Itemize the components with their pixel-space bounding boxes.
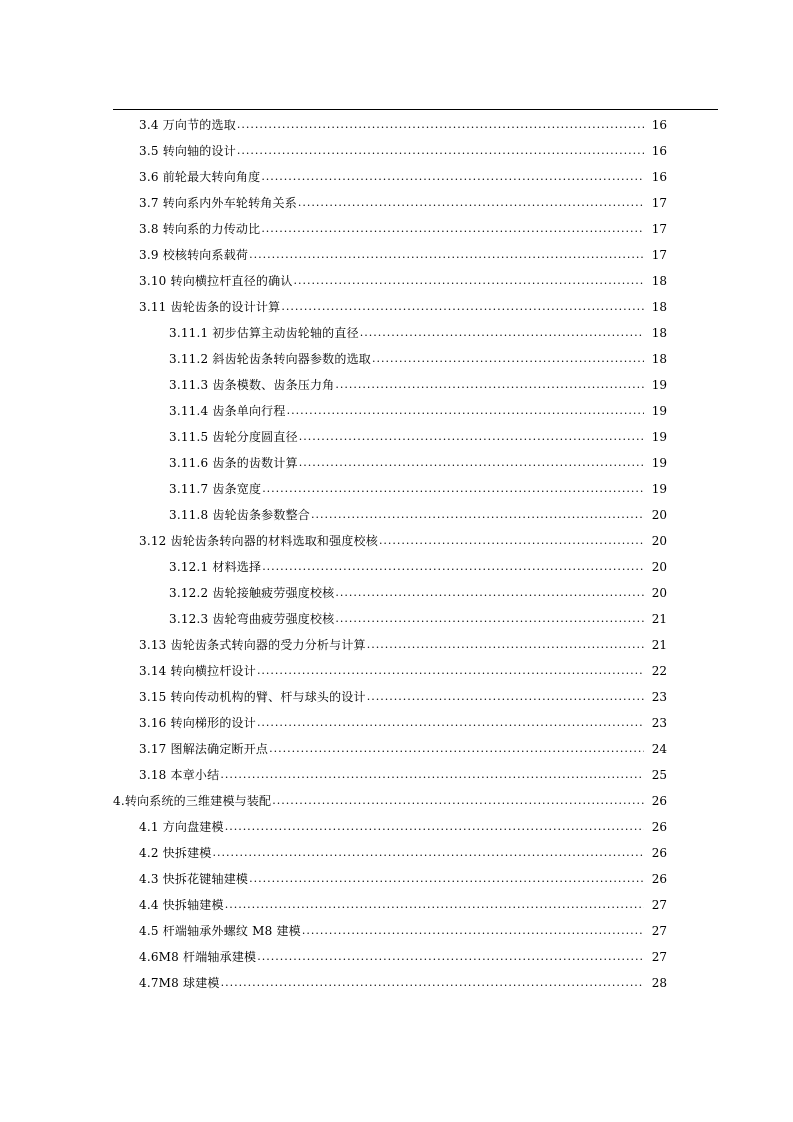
dot-leader <box>367 686 644 708</box>
toc-entry[interactable] <box>0 686 793 712</box>
toc-entry-title: 3.5 转向轴的设计 <box>139 144 236 158</box>
dot-leader <box>367 634 644 656</box>
toc-entry[interactable] <box>0 920 793 946</box>
toc-entry-page-number: 18 <box>651 352 667 366</box>
toc-entry[interactable] <box>0 842 793 868</box>
toc-entry[interactable] <box>0 244 793 270</box>
toc-entry-title: 4.7M8 球建模 <box>139 976 220 990</box>
dot-leader <box>237 114 644 136</box>
toc-entry[interactable] <box>0 322 793 348</box>
dot-leader <box>225 894 644 916</box>
toc-entry-page-number: 28 <box>651 976 667 990</box>
toc-entry-page-number: 27 <box>651 898 667 912</box>
toc-entry[interactable] <box>0 218 793 244</box>
dot-leader <box>287 400 644 422</box>
toc-entry-title: 4.3 快拆花键轴建模 <box>139 872 249 886</box>
toc-entry-page-number: 17 <box>651 248 667 262</box>
toc-entry[interactable] <box>0 894 793 920</box>
toc-entry-page-number: 20 <box>651 534 667 548</box>
dot-leader <box>298 192 644 214</box>
toc-entry[interactable] <box>0 790 793 816</box>
toc-entry[interactable] <box>0 816 793 842</box>
toc-entry-title: 3.18 本章小结 <box>139 768 220 782</box>
toc-entry[interactable] <box>0 634 793 660</box>
dot-leader <box>299 426 644 448</box>
dot-leader <box>237 140 644 162</box>
dot-leader <box>262 556 644 578</box>
table-of-contents <box>0 114 793 998</box>
toc-entry[interactable] <box>0 348 793 374</box>
toc-entry[interactable] <box>0 192 793 218</box>
toc-entry-page-number: 19 <box>651 404 667 418</box>
dot-leader <box>294 270 644 292</box>
toc-entry-title: 3.12.1 材料选择 <box>169 560 262 574</box>
toc-entry[interactable] <box>0 114 793 140</box>
toc-entry[interactable] <box>0 556 793 582</box>
dot-leader <box>249 868 644 890</box>
toc-entry-page-number: 26 <box>651 872 667 886</box>
toc-entry-title: 3.11.1 初步估算主动齿轮轴的直径 <box>169 326 359 340</box>
toc-entry[interactable] <box>0 972 793 998</box>
toc-entry[interactable] <box>0 868 793 894</box>
dot-leader <box>299 452 644 474</box>
dot-leader <box>360 322 644 344</box>
toc-entry[interactable] <box>0 608 793 634</box>
toc-entry-title: 3.11.8 齿轮齿条参数整合 <box>169 508 310 522</box>
toc-entry[interactable] <box>0 738 793 764</box>
dot-leader <box>257 660 644 682</box>
toc-entry-page-number: 20 <box>651 560 667 574</box>
toc-entry-page-number: 22 <box>651 664 667 678</box>
toc-entry[interactable] <box>0 712 793 738</box>
toc-entry-title: 3.11.4 齿条单向行程 <box>169 404 286 418</box>
toc-entry[interactable] <box>0 530 793 556</box>
toc-entry[interactable] <box>0 270 793 296</box>
toc-entry[interactable] <box>0 504 793 530</box>
toc-entry-page-number: 19 <box>651 430 667 444</box>
toc-entry-title: 4.5 杆端轴承外螺纹 M8 建模 <box>139 924 301 938</box>
toc-entry[interactable] <box>0 374 793 400</box>
toc-entry-page-number: 17 <box>651 196 667 210</box>
toc-entry-title: 4.转向系统的三维建模与装配 <box>113 794 272 808</box>
toc-entry-page-number: 26 <box>651 846 667 860</box>
toc-entry-title: 3.13 齿轮齿条式转向器的受力分析与计算 <box>139 638 366 652</box>
dot-leader <box>261 166 644 188</box>
toc-entry[interactable] <box>0 478 793 504</box>
dot-leader <box>249 244 644 266</box>
toc-entry-page-number: 27 <box>651 924 667 938</box>
toc-entry[interactable] <box>0 946 793 972</box>
dot-leader <box>269 738 644 760</box>
toc-entry-page-number: 23 <box>651 716 667 730</box>
toc-entry-page-number: 18 <box>651 274 667 288</box>
toc-entry-page-number: 16 <box>651 144 667 158</box>
dot-leader <box>257 946 644 968</box>
dot-leader <box>213 842 645 864</box>
toc-entry-title: 3.11.6 齿条的齿数计算 <box>169 456 298 470</box>
toc-entry-title: 3.17 图解法确定断开点 <box>139 742 269 756</box>
toc-entry-page-number: 24 <box>651 742 667 756</box>
toc-entry-page-number: 19 <box>651 482 667 496</box>
dot-leader <box>311 504 644 526</box>
toc-entry-page-number: 25 <box>651 768 667 782</box>
toc-entry-title: 3.11 齿轮齿条的设计计算 <box>139 300 281 314</box>
toc-entry-page-number: 26 <box>651 794 667 808</box>
toc-entry-title: 3.15 转向传动机构的臂、杆与球头的设计 <box>139 690 366 704</box>
toc-entry-title: 3.7 转向系内外车轮转角关系 <box>139 196 297 210</box>
toc-entry-title: 4.1 方向盘建模 <box>139 820 224 834</box>
dot-leader <box>220 764 644 786</box>
toc-entry[interactable] <box>0 764 793 790</box>
toc-entry[interactable] <box>0 166 793 192</box>
toc-entry-page-number: 19 <box>651 456 667 470</box>
toc-entry-title: 4.6M8 杆端轴承建模 <box>139 950 257 964</box>
toc-entry-page-number: 16 <box>651 118 667 132</box>
toc-entry-page-number: 16 <box>651 170 667 184</box>
toc-entry-page-number: 23 <box>651 690 667 704</box>
toc-entry-page-number: 21 <box>651 638 667 652</box>
toc-entry-title: 3.14 转向横拉杆设计 <box>139 664 256 678</box>
toc-entry-title: 3.16 转向梯形的设计 <box>139 716 256 730</box>
dot-leader <box>335 374 644 396</box>
dot-leader <box>262 478 644 500</box>
toc-entry-title: 3.11.2 斜齿轮齿条转向器参数的选取 <box>169 352 371 366</box>
toc-entry-page-number: 18 <box>651 326 667 340</box>
dot-leader <box>272 790 644 812</box>
dot-leader <box>221 972 644 994</box>
toc-entry-page-number: 26 <box>651 820 667 834</box>
toc-entry-title: 3.4 万向节的选取 <box>139 118 236 132</box>
toc-entry[interactable] <box>0 140 793 166</box>
toc-entry[interactable] <box>0 426 793 452</box>
toc-entry-title: 3.6 前轮最大转向角度 <box>139 170 261 184</box>
toc-entry-title: 4.4 快拆轴建模 <box>139 898 224 912</box>
dot-leader <box>379 530 644 552</box>
toc-entry-title: 3.12 齿轮齿条转向器的材料选取和强度校核 <box>139 534 378 548</box>
dot-leader <box>335 608 644 630</box>
toc-entry-page-number: 20 <box>651 508 667 522</box>
toc-entry-title: 3.12.2 齿轮接触疲劳强度校核 <box>169 586 335 600</box>
toc-entry[interactable] <box>0 660 793 686</box>
toc-entry-title: 3.9 校核转向系载荷 <box>139 248 249 262</box>
toc-entry[interactable] <box>0 452 793 478</box>
toc-entry[interactable] <box>0 296 793 322</box>
dot-leader <box>257 712 644 734</box>
toc-entry-title: 3.11.3 齿条模数、齿条压力角 <box>169 378 335 392</box>
toc-entry-title: 4.2 快拆建模 <box>139 846 212 860</box>
toc-entry[interactable] <box>0 582 793 608</box>
toc-entry[interactable] <box>0 400 793 426</box>
toc-entry-page-number: 20 <box>651 586 667 600</box>
toc-entry-title: 3.8 转向系的力传动比 <box>139 222 261 236</box>
dot-leader <box>225 816 644 838</box>
dot-leader <box>335 582 644 604</box>
toc-entry-title: 3.10 转向横拉杆直径的确认 <box>139 274 293 288</box>
toc-entry-page-number: 18 <box>651 300 667 314</box>
toc-entry-title: 3.12.3 齿轮弯曲疲劳强度校核 <box>169 612 335 626</box>
toc-entry-title: 3.11.5 齿轮分度圆直径 <box>169 430 298 444</box>
dot-leader <box>281 296 644 318</box>
toc-entry-page-number: 21 <box>651 612 667 626</box>
dot-leader <box>261 218 644 240</box>
toc-entry-page-number: 17 <box>651 222 667 236</box>
header-rule <box>113 109 718 110</box>
toc-entry-title: 3.11.7 齿条宽度 <box>169 482 262 496</box>
dot-leader <box>372 348 644 370</box>
toc-entry-page-number: 19 <box>651 378 667 392</box>
toc-entry-page-number: 27 <box>651 950 667 964</box>
dot-leader <box>302 920 644 942</box>
